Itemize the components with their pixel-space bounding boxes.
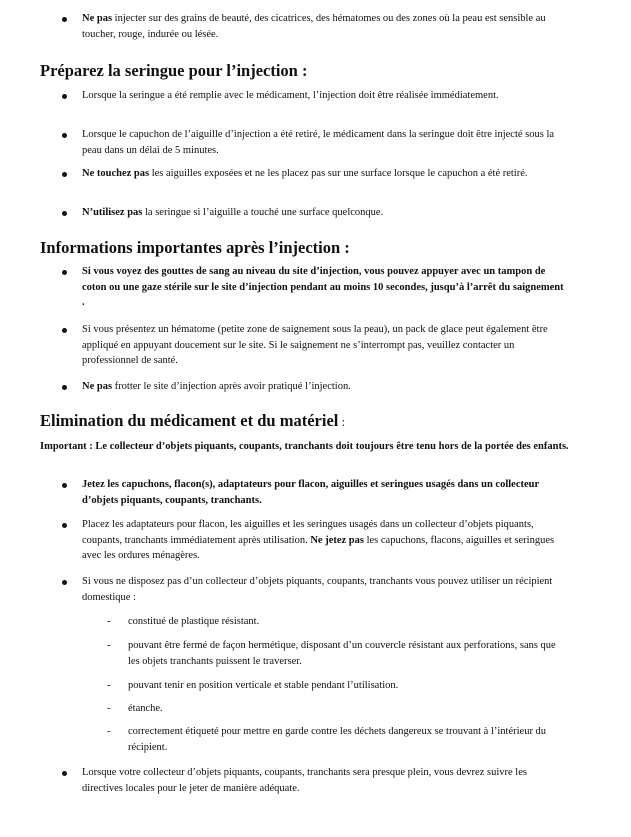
list-item: Jetez les capuchons, flacon(s), adaptateurs pour flacon, aiguilles et seringues usagés dans un collecteur d’objets piquants, coupants, tranchants. xyxy=(82,479,539,506)
bullet xyxy=(62,483,67,488)
dash-marker: - xyxy=(107,616,111,627)
bold-phrase: Si vous voyez des gouttes de sang au niveau du site d’injection, vous pouvez appuyer avec un tampon de coton ou une gaze stérile sur le site d’injection pendant au moins 10 secondes, jusqu’à l’arrêt du saignement . xyxy=(82,266,564,308)
sub-list-item: constitué de plastique résistant. xyxy=(128,616,260,627)
sub-list-item: pouvant tenir en position verticale et stable pendant l’utilisation. xyxy=(128,680,399,691)
section-heading-disposal: Elimination du médicament et du matériel : xyxy=(40,411,346,430)
list-item: Lorsque votre collecteur d’objets piquants, coupants, tranchants sera presque plein, vous devrez suivre les directives locales pour le jeter de manière adéquate. xyxy=(82,767,527,794)
bold-phrase: Ne pas xyxy=(82,13,113,24)
list-item: Ne touchez pas les aiguilles exposées et ne les placez pas sur une surface lorsque le capuchon a été retiré. xyxy=(82,168,528,179)
bullet xyxy=(62,523,67,528)
dash-marker: - xyxy=(107,680,111,691)
important-note: Important : Le collecteur d’objets piquants, coupants, tranchants doit toujours être tenu hors de la portée des enfants. xyxy=(40,441,569,452)
bold-phrase: N’utilisez pas xyxy=(82,207,143,218)
dash-marker: - xyxy=(107,703,111,714)
sub-list-item: pouvant être fermé de façon hermétique, disposant d’un couvercle résistant aux perforations, sans que les objets tranchants puissent le traverser. xyxy=(128,640,556,667)
bold-phrase: Ne pas xyxy=(82,381,113,392)
bold-phrase: Ne jetez pas xyxy=(310,534,364,546)
bullet xyxy=(62,94,67,99)
bullet xyxy=(62,211,67,216)
list-item: Lorsque la seringue a été remplie avec le médicament, l’injection doit être réalisée immédiatement. xyxy=(82,90,499,101)
bullet xyxy=(62,133,67,138)
sub-list-item: correctement étiqueté pour mettre en garde contre les déchets dangereux se trouvant à l’intérieur du récipient. xyxy=(128,726,547,753)
list-item: Ne pas frotter le site d’injection après avoir pratiqué l’injection. xyxy=(82,381,351,392)
list-item: Lorsque le capuchon de l’aiguille d’injection a été retiré, le médicament dans la seringue doit être injecté sous la peau dans un délai de 5 minutes. xyxy=(82,129,555,156)
bullet xyxy=(62,328,67,333)
bullet xyxy=(62,172,67,177)
list-item: Si vous ne disposez pas d’un collecteur d’objets piquants, coupants, tranchants vous pouvez utiliser un récipient domestique : xyxy=(82,576,553,603)
bullet xyxy=(62,580,67,585)
bullet xyxy=(62,385,67,390)
section-heading-after-injection: Informations importantes après l’injection : xyxy=(40,238,350,257)
bullet xyxy=(62,270,67,275)
bullet xyxy=(62,17,67,22)
section-heading-preparation: Préparez la seringue pour l’injection : xyxy=(40,61,308,80)
dash-marker: - xyxy=(107,726,111,737)
top-bullet-item: Ne pas injecter sur des grains de beauté, des cicatrices, des hématomes ou des zones où la peau est sensible au toucher, rouge, indurée ou lésée. xyxy=(82,13,546,40)
list-item: N’utilisez pas la seringue si l’aiguille a touché une surface quelconque. xyxy=(82,207,384,218)
sub-list-item: étanche. xyxy=(128,703,163,714)
list-item: Placez les adaptateurs pour flacon, les aiguilles et les seringues usagés dans un collecteur d’objets piquants, coupants, tranchants immédiatement après utilisation. Ne jetez pas les capuchons, flacons, aiguilles et seringues avec les ordures ménagères. xyxy=(82,519,555,561)
list-item xyxy=(82,264,564,311)
bold-phrase: Ne touchez pas xyxy=(82,168,150,179)
list-item: Si vous présentez un hématome (petite zone de saignement sous la peau), un pack de glace peut également être appliqué en appuyant doucement sur le site. Si le saignement ne s’interrompt pas, veuillez contacter un professionnel de santé. xyxy=(82,324,548,366)
dash-marker: - xyxy=(107,640,111,651)
bullet xyxy=(62,771,67,776)
